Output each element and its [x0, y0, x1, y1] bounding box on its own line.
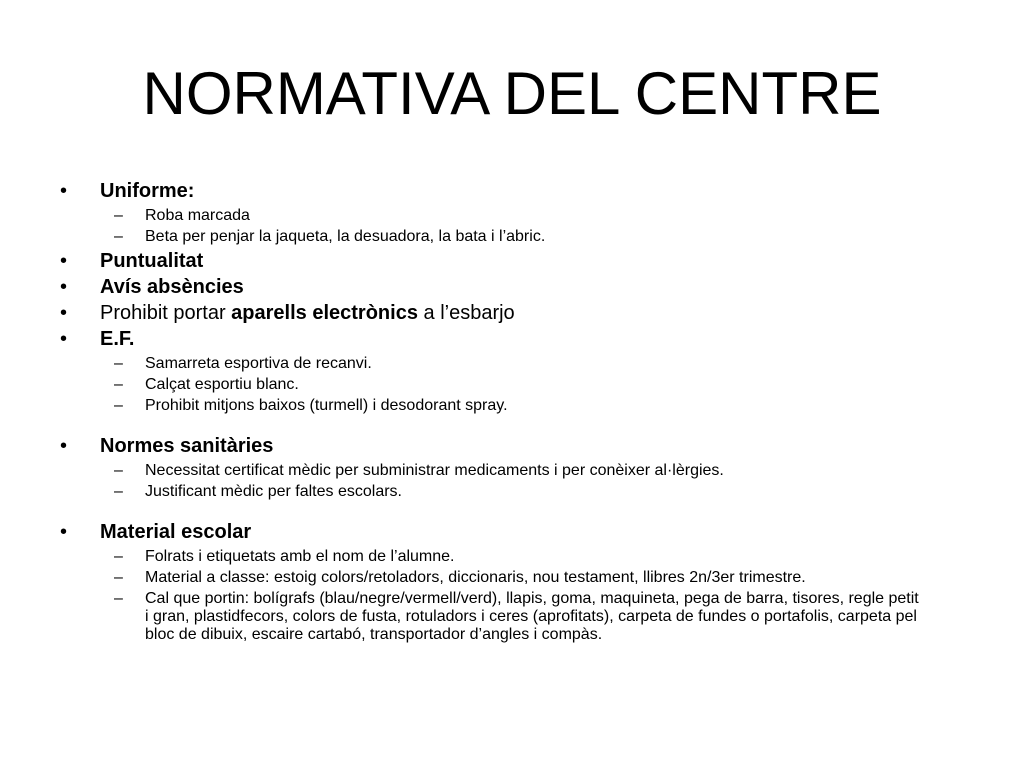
bullet-icon: • — [60, 521, 68, 543]
subitem-sanitaries-2 — [60, 483, 960, 501]
subitem-text: Cal que portin: bolígrafs (blau/negre/vermell/verd), llapis, goma, maquineta, pega de barra, tisores, regle petit i gran, plastidfecors, colors de fusta, rotuladors i ceres (aprofitats), carpeta de fundes o portafolis, carpeta pel bloc de dibuix, escaire cartabó, transportador d’angles i compàs. — [145, 590, 919, 643]
bullet-aparells — [60, 300, 960, 326]
subitem-text: Folrats i etiquetats amb el nom de l’alumne. — [145, 548, 455, 565]
subitem-text: Prohibit mitjons baixos (turmell) i desodorant spray. — [145, 397, 508, 414]
bullet-icon: • — [60, 328, 68, 350]
bullet-label: Avís absències — [100, 276, 244, 298]
bullet-label: Normes sanitàries — [100, 435, 274, 457]
subitem-text: Justificant mèdic per faltes escolars. — [145, 483, 402, 500]
bullet-puntualitat — [60, 248, 960, 274]
dash-icon: – — [114, 483, 123, 500]
bullet-text-prefix: Prohibit portar — [100, 302, 232, 324]
bullet-sanitaries — [60, 433, 960, 459]
subitem-material-2 — [60, 569, 960, 587]
dash-icon: – — [114, 228, 123, 245]
bullet-icon: • — [60, 180, 68, 202]
dash-icon: – — [114, 207, 123, 224]
bullet-label: Uniforme: — [100, 180, 195, 202]
bullet-label: E.F. — [100, 328, 135, 350]
spacer — [60, 501, 960, 519]
subitem-ef-3 — [60, 397, 960, 415]
subitem-text: Samarreta esportiva de recanvi. — [145, 355, 372, 372]
subitem-ef-2 — [60, 376, 960, 394]
subitem-text: Necessitat certificat mèdic per subministrar medicaments i per conèixer al·lèrgies. — [145, 462, 724, 479]
bullet-uniforme — [60, 178, 960, 204]
subitem-text: Beta per penjar la jaqueta, la desuadora, la bata i l’abric. — [145, 228, 546, 245]
bullet-label: Puntualitat — [100, 250, 204, 272]
slide-title: NORMATIVA DEL CENTRE — [142, 60, 882, 127]
dash-icon: – — [114, 376, 123, 393]
subitem-text: Calçat esportiu blanc. — [145, 376, 299, 393]
subitem-uniforme-2 — [60, 228, 960, 246]
bullet-text-suffix: a l’esbarjo — [417, 302, 515, 324]
bullet-label: Material escolar — [100, 521, 252, 543]
bullet-icon: • — [60, 250, 68, 272]
subitem-text: Roba marcada — [145, 207, 250, 224]
slide-body — [60, 178, 960, 644]
dash-icon: – — [114, 548, 123, 565]
dash-icon: – — [114, 355, 123, 372]
dash-icon: – — [114, 397, 123, 414]
bullet-absencies — [60, 274, 960, 300]
subitem-ef-1 — [60, 355, 960, 373]
bullet-icon: • — [60, 276, 68, 298]
bullet-icon: • — [60, 302, 68, 324]
subitem-text: Material a classe: estoig colors/retoladors, diccionaris, nou testament, llibres 2n/3er trimestre. — [145, 569, 806, 586]
dash-icon: – — [114, 590, 123, 607]
dash-icon: – — [114, 569, 123, 586]
bullet-material — [60, 519, 960, 545]
bullet-icon: • — [60, 435, 68, 457]
bullet-ef — [60, 326, 960, 352]
subitem-uniforme-1 — [60, 207, 960, 225]
subitem-material-1 — [60, 548, 960, 566]
subitem-sanitaries-1 — [60, 462, 960, 480]
spacer — [60, 415, 960, 433]
dash-icon: – — [114, 462, 123, 479]
subitem-material-3 — [60, 590, 960, 644]
bullet-text-bold: aparells electrònics — [231, 302, 418, 324]
